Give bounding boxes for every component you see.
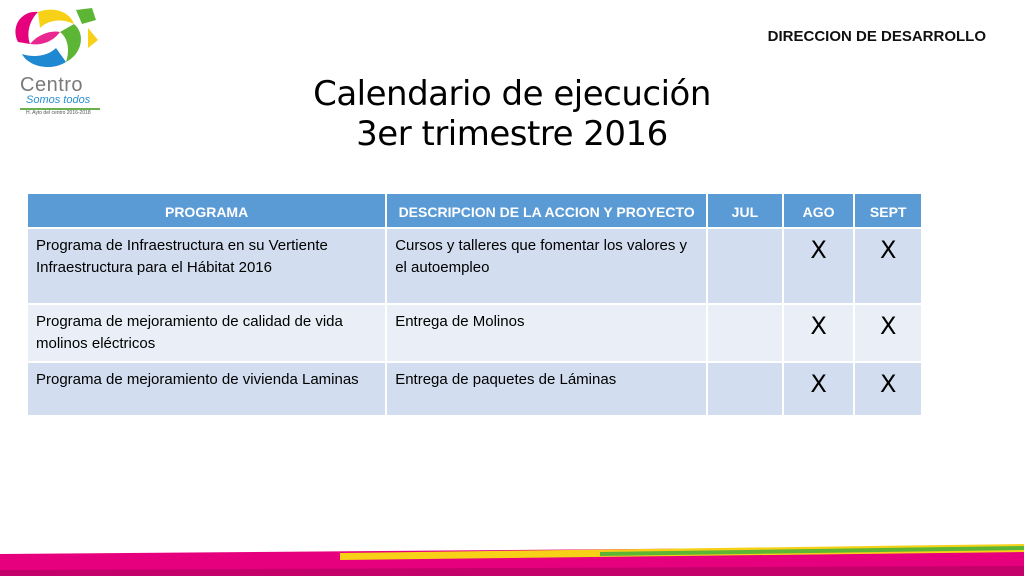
decorative-bottom-stripes [0,540,1024,576]
cell-descripcion: Entrega de paquetes de Láminas [386,362,707,416]
cell-sept: X [854,362,922,416]
cell-programa: Programa de Infraestructura en su Vertiente Infraestructura para el Hábitat 2016 [27,228,386,304]
logo-tagline: Somos todos [26,94,91,106]
table-header-row [27,193,922,228]
cell-programa: Programa de mejoramiento de vivienda Laminas [27,362,386,416]
department-label: DIRECCION DE DESARROLLO [767,28,986,45]
page-title: Calendario de ejecución [313,74,711,114]
table-row [27,304,922,362]
header-descripcion: DESCRIPCION DE LA ACCION Y PROYECTO [386,193,707,228]
cell-jul [707,362,783,416]
execution-calendar-table [26,192,923,417]
cell-sept: X [854,228,922,304]
header-programa: PROGRAMA [27,193,386,228]
cell-ago: X [783,228,855,304]
cell-descripcion: Cursos y talleres que fomentar los valores y el autoempleo [386,228,707,304]
cell-jul [707,228,783,304]
cell-ago: X [783,362,855,416]
centro-logo-icon [8,4,100,74]
header-jul: JUL [707,193,783,228]
table-row [27,362,922,416]
cell-descripcion: Entrega de Molinos [386,304,707,362]
cell-programa: Programa de mejoramiento de calidad de vida molinos eléctricos [27,304,386,362]
header-sept: SEPT [854,193,922,228]
page-subtitle: 3er trimestre 2016 [356,114,668,154]
logo-small-text: H. Ayto del centro 2016-2018 [26,110,91,116]
header-ago: AGO [783,193,855,228]
cell-ago: X [783,304,855,362]
cell-sept: X [854,304,922,362]
cell-jul [707,304,783,362]
logo-word: Centro [20,74,84,96]
table-row [27,228,922,304]
